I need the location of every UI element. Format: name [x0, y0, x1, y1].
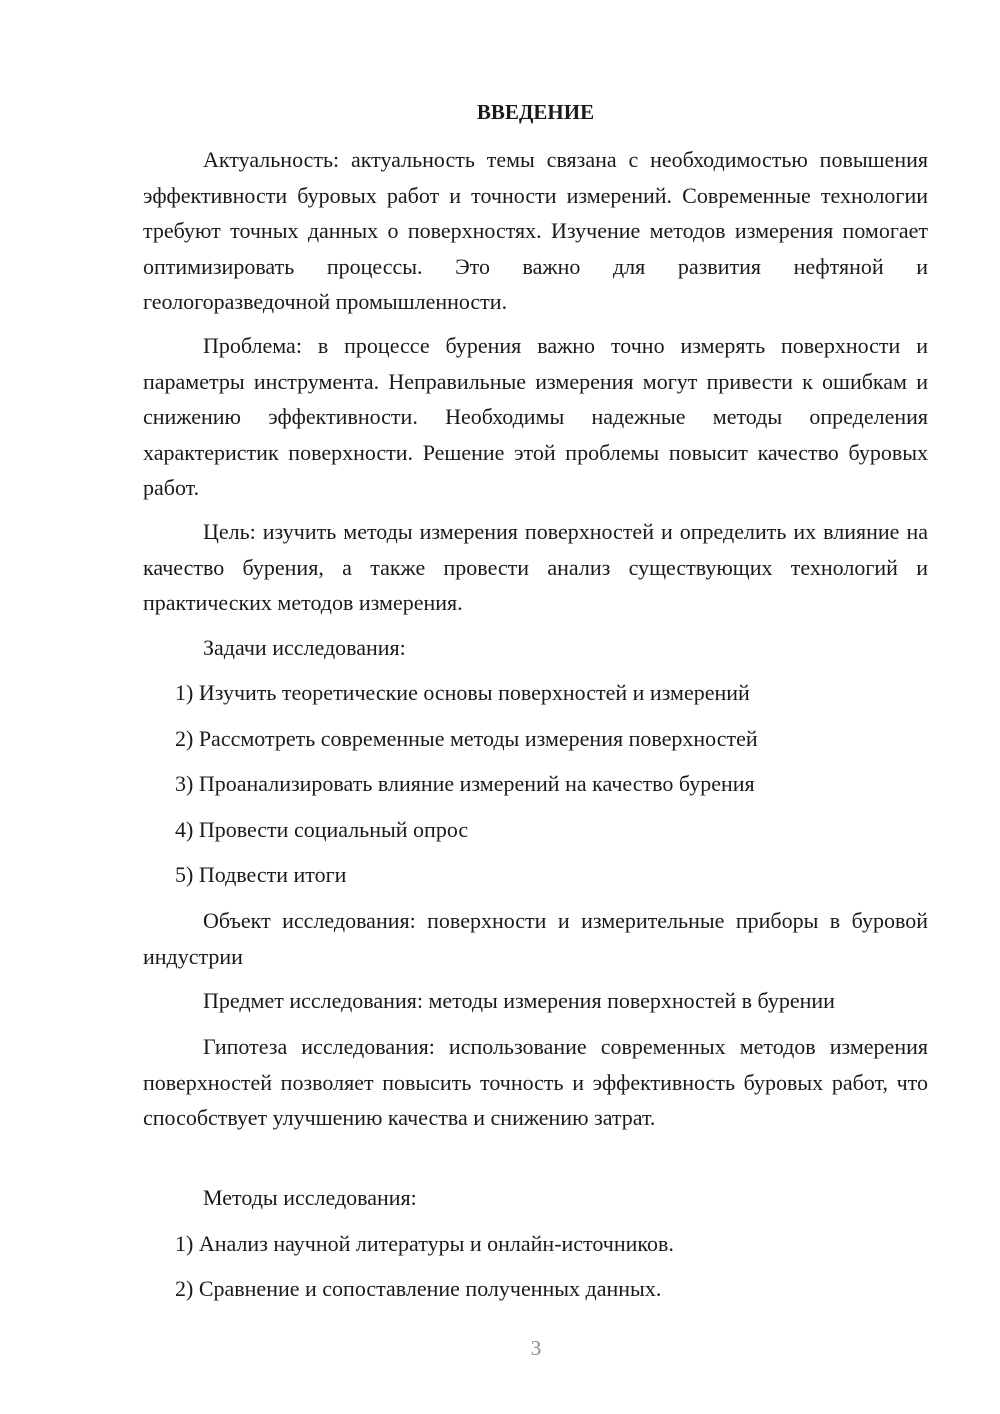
subject-paragraph: Предмет исследования: методы измерения поверхностей в бурении: [203, 988, 835, 1013]
page-number: 3: [530, 1336, 542, 1360]
hypothesis-paragraph: Гипотеза исследования: использование современных методов измерения поверхностей позволяет повысить точность и эффективность буровых работ, что способствует улучшению качества и снижению затрат.: [143, 1034, 928, 1130]
task-item: 2) Рассмотреть современные методы измерения поверхностей: [175, 726, 758, 751]
object-paragraph: Объект исследования: поверхности и измерительные приборы в буровой индустрии: [143, 908, 928, 969]
relevance-paragraph: Актуальность: актуальность темы связана с необходимостью повышения эффективности буровых работ и точности измерений. Современные технологии требуют точных данных о поверхностях. Изучение методов измерения помогает оптимизировать процессы. Это важно для развития нефтяной и геологоразведочной промышленности.: [143, 147, 928, 314]
task-item: 4) Провести социальный опрос: [175, 817, 469, 842]
tasks-heading: Задачи исследования:: [203, 635, 406, 660]
goal-paragraph: Цель: изучить методы измерения поверхностей и определить их влияние на качество бурения, а также провести анализ существующих технологий и практических методов измерения.: [143, 519, 928, 615]
method-item: 1) Анализ научной литературы и онлайн-источников.: [175, 1231, 674, 1256]
problem-paragraph: Проблема: в процессе бурения важно точно измерять поверхности и параметры инструмента. Неправильные измерения могут привести к ошибкам и снижению эффективности. Необходимы надежные методы определения характеристик поверхности. Решение этой проблемы повысит качество буровых работ.: [143, 333, 928, 500]
task-item: 1) Изучить теоретические основы поверхностей и измерений: [175, 680, 750, 705]
section-heading: ВВЕДЕНИЕ: [476, 100, 595, 124]
method-item: 2) Сравнение и сопоставление полученных данных.: [175, 1276, 662, 1301]
task-item: 3) Проанализировать влияние измерений на качество бурения: [175, 771, 755, 796]
task-item: 5) Подвести итоги: [175, 862, 347, 887]
methods-heading: Методы исследования:: [203, 1185, 417, 1210]
